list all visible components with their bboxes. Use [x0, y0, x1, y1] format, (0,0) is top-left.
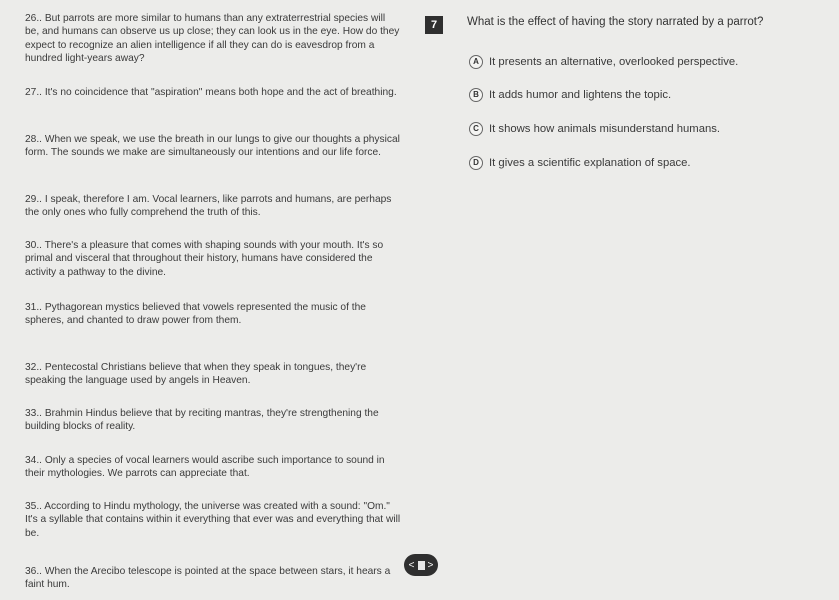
- choice-letter-a: A: [469, 55, 483, 69]
- panel-toggle-button[interactable]: [404, 554, 438, 576]
- passage-paragraph-32: 32.. Pentecostal Christians believe that when they speak in tongues, they're speaking the language used by angels in Heaven.: [25, 362, 367, 387]
- chevron-left-icon: <: [408, 559, 415, 571]
- choice-text-b: It adds humor and lightens the topic.: [489, 89, 672, 101]
- passage-paragraph-26: 26.. But parrots are more similar to humans than any extraterrestrial species will be, and humans can observe us up close; they can look us in the eye. How do they expect to recognize an alien intelligence if all they can do is eavesdrop from a hundred light-years away?: [25, 13, 400, 65]
- passage-paragraph-29: 29.. I speak, therefore I am. Vocal learners, like parrots and humans, are perhaps the only ones who fully comprehend the truth of this.: [25, 194, 392, 219]
- passage-paragraph-31: 31.. Pythagorean mystics believed that vowels represented the music of the spheres, and chanted to draw power from them.: [25, 302, 366, 327]
- choice-letter-c: C: [469, 122, 483, 136]
- passage-paragraph-33: 33.. Brahmin Hindus believe that by reciting mantras, they're strengthening the building blocks of reality.: [25, 408, 379, 433]
- pane-divider-icon: [418, 561, 425, 570]
- question-number-badge: 7: [425, 16, 443, 34]
- passage-paragraph-34: 34.. Only a species of vocal learners would ascribe such importance to sound in their mythologies. We parrots can appreciate that.: [25, 455, 385, 480]
- choice-text-c: It shows how animals misunderstand humans.: [489, 123, 721, 135]
- choice-letter-b: B: [469, 88, 483, 102]
- choice-letter-d: D: [469, 156, 483, 170]
- question-text: What is the effect of having the story narrated by a parrot?: [467, 16, 764, 28]
- passage-paragraph-35: 35.. According to Hindu mythology, the universe was created with a sound: "Om." It's a syllable that contains within it everything that ever was and everything that will be.: [25, 501, 401, 539]
- chevron-right-icon: >: [427, 559, 434, 571]
- passage-paragraph-27: 27.. It's no coincidence that "aspiration" means both hope and the act of breathing.: [25, 87, 397, 98]
- answer-choice-b[interactable]: [469, 87, 671, 103]
- answer-choice-c[interactable]: [469, 121, 720, 137]
- answer-choice-d[interactable]: [469, 155, 691, 171]
- choice-text-a: It presents an alternative, overlooked perspective.: [489, 56, 739, 68]
- passage-paragraph-30: 30.. There's a pleasure that comes with shaping sounds with your mouth. It's so primal and visceral that throughout their history, humans have considered the activity a pathway to the divine.: [25, 240, 384, 278]
- passage-paragraph-36: 36.. When the Arecibo telescope is pointed at the space between stars, it hears a faint hum.: [25, 566, 391, 591]
- passage-paragraph-28: 28.. When we speak, we use the breath in our lungs to give our thoughts a physical form. The sounds we make are simultaneously our intentions and our life force.: [25, 134, 400, 159]
- choice-text-d: It gives a scientific explanation of space.: [489, 157, 691, 169]
- answer-choice-a[interactable]: [469, 54, 738, 70]
